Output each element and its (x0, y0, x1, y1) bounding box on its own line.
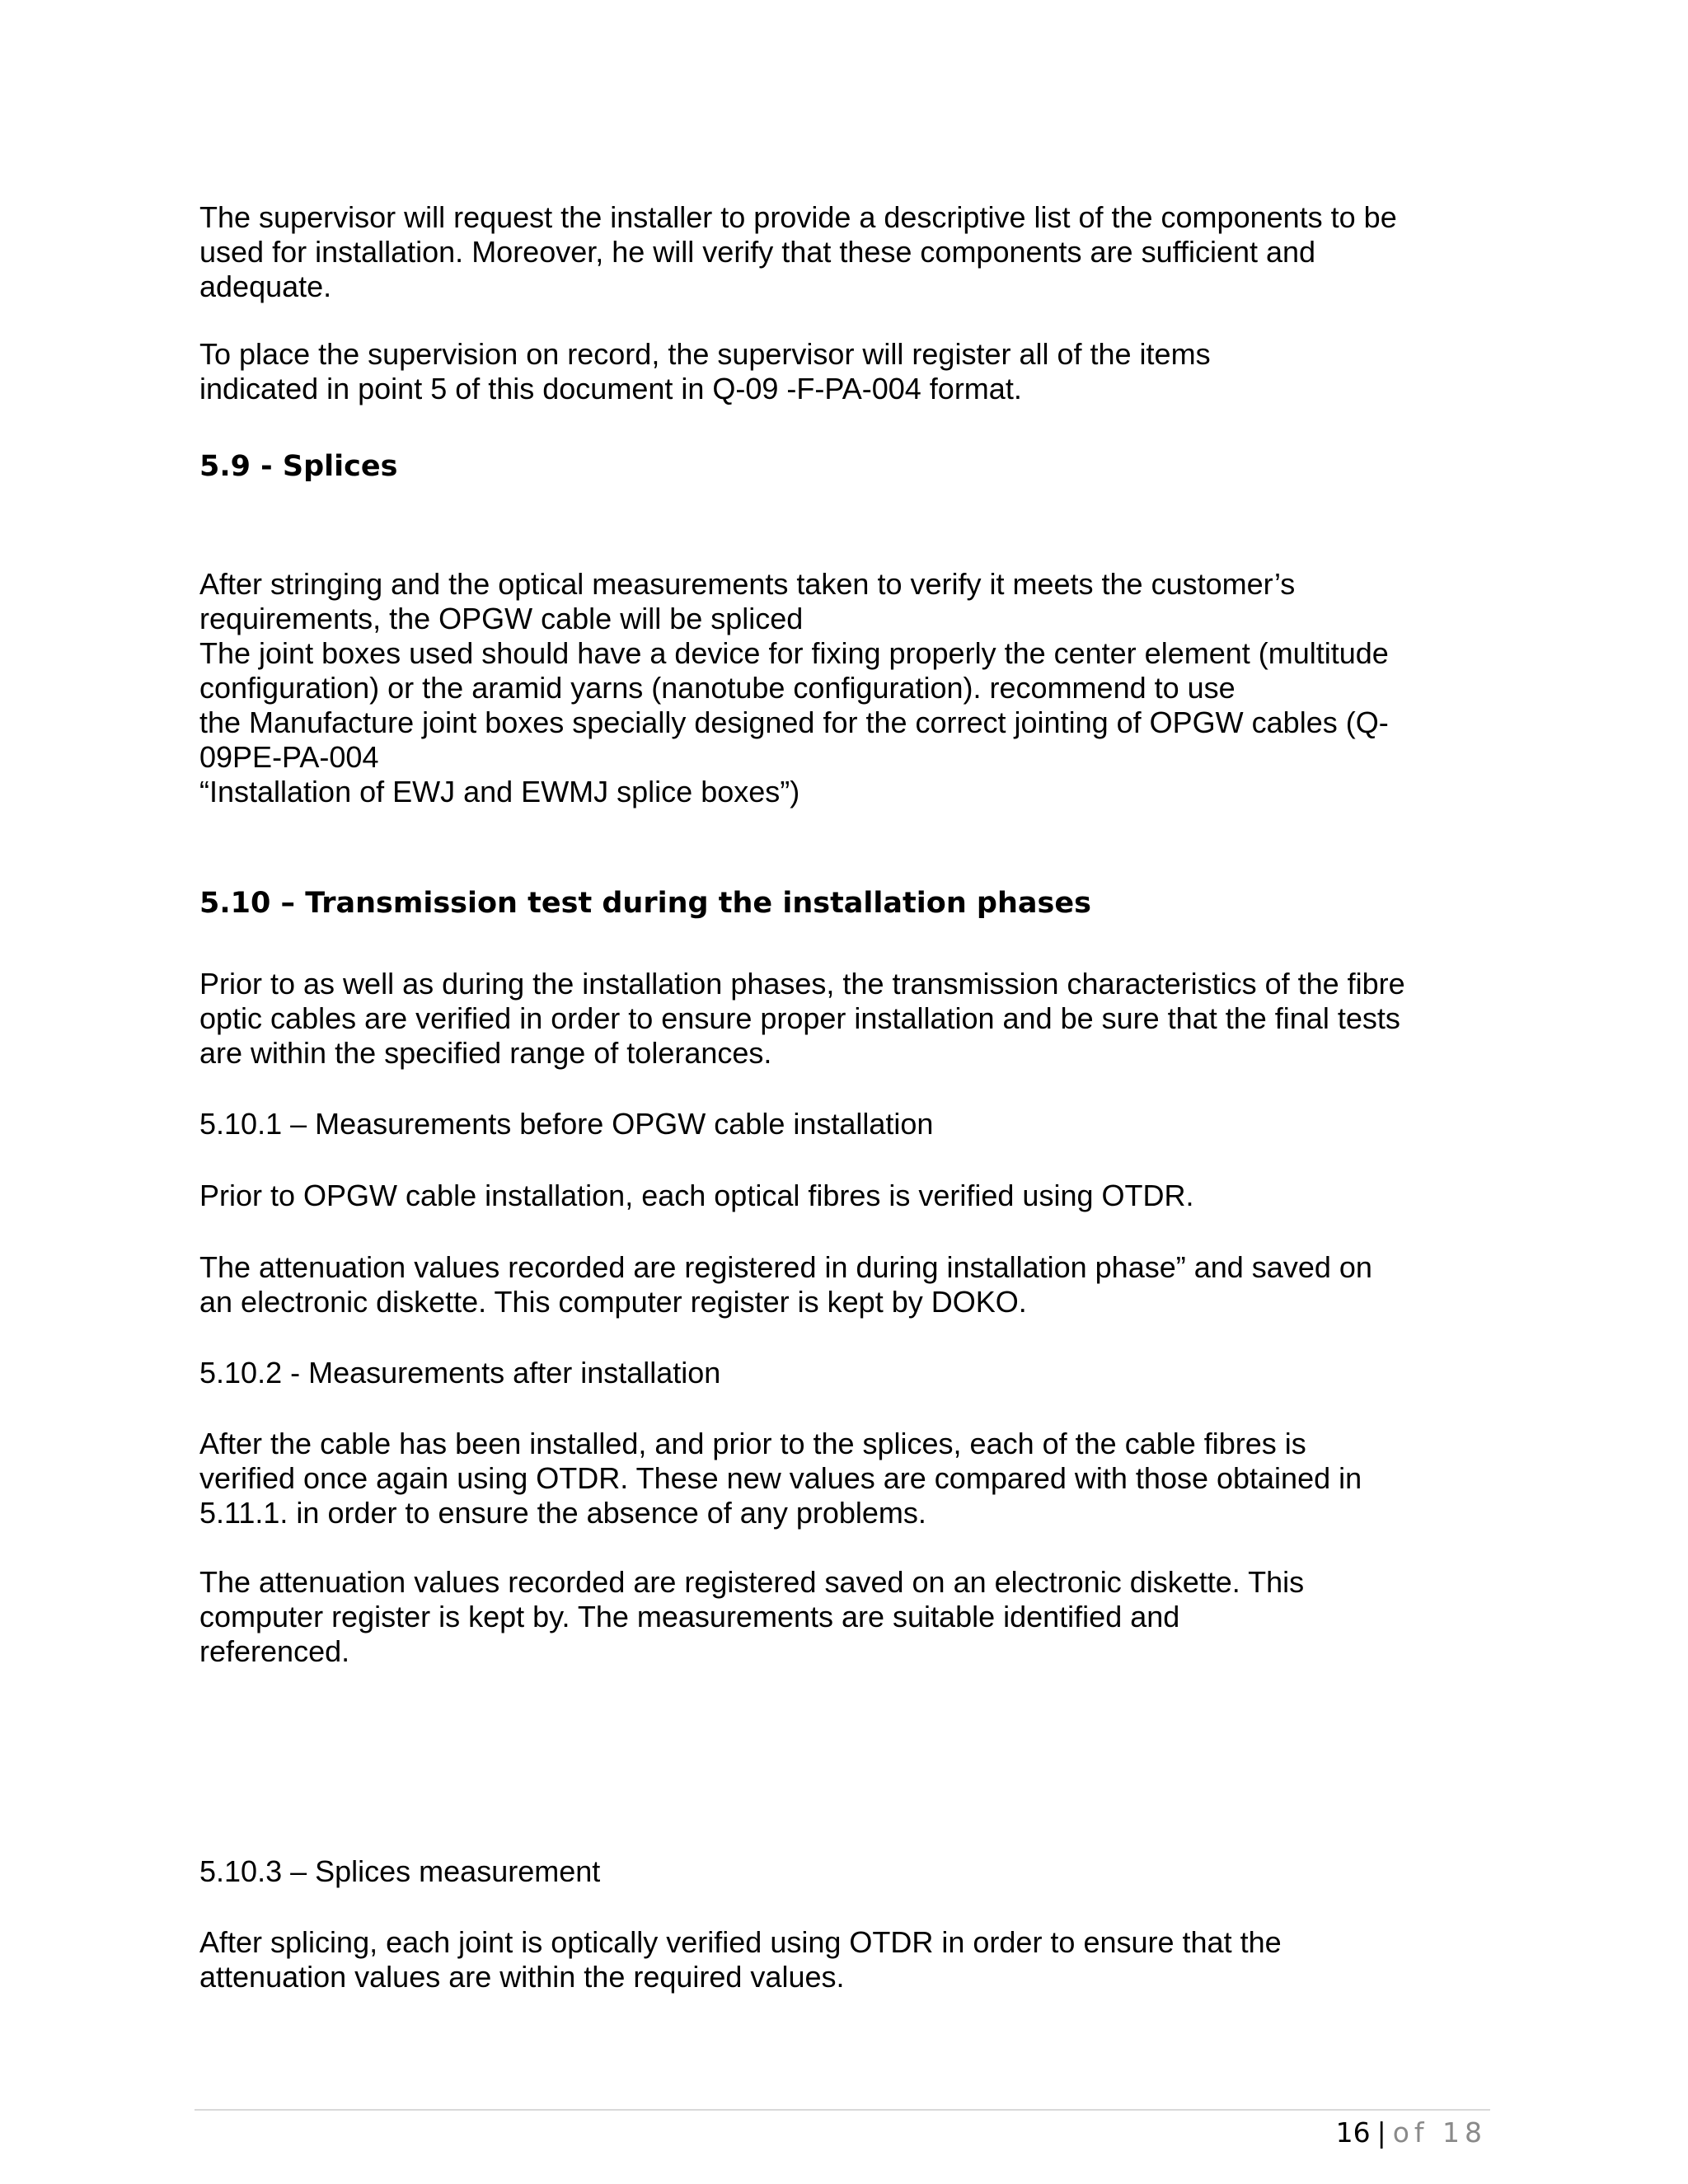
text-line: used for installation. Moreover, he will verify that these components are sufficient and (199, 235, 1316, 269)
text-line: To place the supervision on record, the supervisor will register all of the items (199, 337, 1211, 371)
paragraph-after-installation (199, 1427, 1452, 1530)
text-line: Prior to as well as during the installation phases, the transmission characteristics of the fibre (199, 967, 1405, 1001)
subheading-5-10-1 (199, 1107, 1452, 1141)
paragraph-supervision-record (199, 337, 1452, 406)
subheading-5-10-2 (199, 1356, 1452, 1390)
text-line: After splicing, each joint is optically verified using OTDR in order to ensure that the (199, 1925, 1282, 1959)
text-line: Prior to OPGW cable installation, each optical fibres is verified using OTDR. (199, 1179, 1194, 1212)
text-line: indicated in point 5 of this document in Q-09 -F-PA-004 format. (199, 372, 1022, 405)
footer-divider (195, 2109, 1490, 2111)
text-line: are within the specified range of tolerances. (199, 1036, 772, 1070)
paragraph-splices-measurement (199, 1925, 1452, 1994)
text-line: the Manufacture joint boxes specially designed for the correct jointing of OPGW cables (Q- (199, 705, 1389, 739)
page-number: 16 (1335, 2116, 1371, 2149)
paragraph-attenuation-after (199, 1565, 1452, 1669)
text-line: The supervisor will request the installer to provide a descriptive list of the components to be (199, 200, 1397, 234)
text-line: optic cables are verified in order to ensure proper installation and be sure that the final tests (199, 1001, 1400, 1035)
section-heading-5-9: 5.9 - Splices (199, 450, 398, 483)
text-line: 09PE-PA-004 (199, 740, 379, 774)
text-line: The attenuation values recorded are registered saved on an electronic diskette. This (199, 1565, 1305, 1599)
paragraph-component-list (199, 200, 1452, 304)
text-line: referenced. (199, 1634, 350, 1668)
text-line: After the cable has been installed, and prior to the splices, each of the cable fibres is (199, 1427, 1306, 1460)
text-line: 5.10.3 – Splices measurement (199, 1854, 601, 1888)
subheading-5-10-3 (199, 1854, 1452, 1889)
text-line: computer register is kept by. The measurements are suitable identified and (199, 1600, 1180, 1633)
page-total: of 18 (1392, 2116, 1487, 2149)
text-line: requirements, the OPGW cable will be spliced (199, 602, 804, 635)
text-line: verified once again using OTDR. These new values are compared with those obtained in (199, 1461, 1362, 1495)
paragraph-splices (199, 567, 1452, 809)
text-line: adequate. (199, 269, 332, 303)
section-heading-5-10: 5.10 – Transmission test during the installation phases (199, 887, 1091, 920)
paragraph-attenuation-before (199, 1250, 1452, 1319)
paragraph-prior-installation (199, 1179, 1452, 1213)
text-line: “Installation of EWJ and EWMJ splice boxes”) (199, 775, 800, 808)
text-line: 5.11.1. in order to ensure the absence of any problems. (199, 1496, 926, 1530)
text-line: 5.10.1 – Measurements before OPGW cable installation (199, 1107, 934, 1141)
paragraph-transmission-intro (199, 967, 1452, 1071)
page-footer (1336, 2116, 1487, 2149)
text-line: The joint boxes used should have a device for fixing properly the center element (multitude (199, 636, 1389, 670)
footer-separator: | (1376, 2116, 1386, 2149)
text-line: After stringing and the optical measurements taken to verify it meets the customer’s (199, 567, 1296, 601)
text-line: 5.10.2 - Measurements after installation (199, 1356, 721, 1390)
text-line: configuration) or the aramid yarns (nanotube configuration). recommend to use (199, 671, 1236, 705)
text-line: The attenuation values recorded are registered in during installation phase” and saved on (199, 1250, 1372, 1284)
text-line: attenuation values are within the required values. (199, 1960, 845, 1994)
text-line: an electronic diskette. This computer register is kept by DOKO. (199, 1285, 1027, 1319)
